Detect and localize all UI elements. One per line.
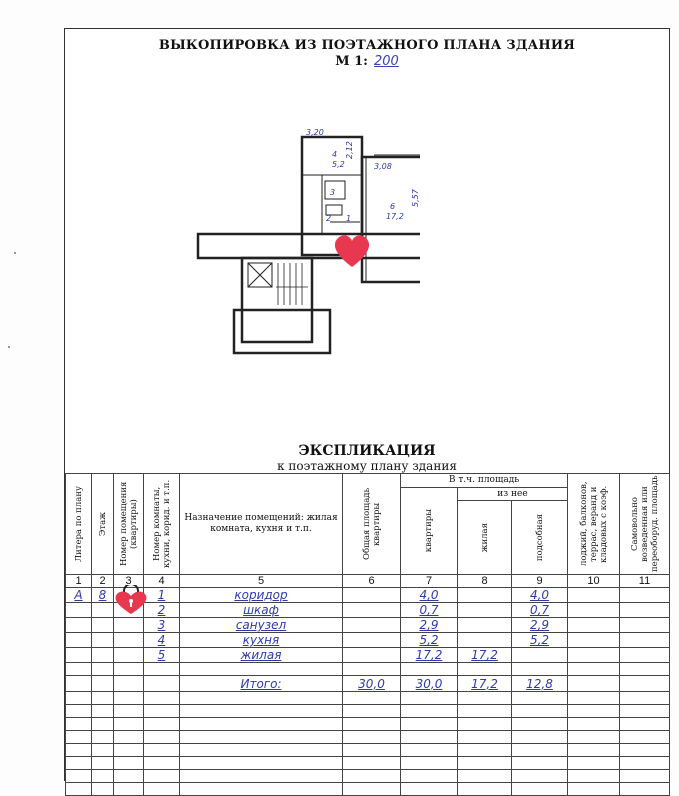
cell-room-name: санузел bbox=[180, 618, 343, 633]
cell-kv-area: 0,7 bbox=[401, 603, 458, 618]
header-lodzhii: лоджий, балконов, террас, веранд и кладовых с коэф. bbox=[578, 481, 609, 567]
cell-total-obshchaya: 30,0 bbox=[343, 676, 401, 692]
dim-small: 2,12 bbox=[345, 141, 354, 159]
table-row bbox=[66, 618, 670, 633]
cell-zh-area bbox=[458, 603, 512, 618]
col-number: 9 bbox=[512, 575, 568, 588]
header-nomer-komnaty: Номер комнаты, кухни, корид. и т.п. bbox=[151, 479, 172, 569]
dim-top: 3,20 bbox=[306, 128, 324, 137]
table-row bbox=[66, 648, 670, 663]
floor-plan bbox=[190, 127, 420, 367]
cell-zh-area: 17,2 bbox=[458, 648, 512, 663]
cell-room-number: 5 bbox=[144, 648, 180, 663]
cell-total-kv: 30,0 bbox=[401, 676, 458, 692]
cell-room-name: жилая bbox=[180, 648, 343, 663]
cell-total-zh: 17,2 bbox=[458, 676, 512, 692]
header-v-tch: В т.ч. площадь bbox=[448, 475, 520, 485]
col-number: 3 bbox=[114, 575, 144, 588]
scan-speck bbox=[8, 346, 10, 348]
header-iz-nee: из нее bbox=[497, 488, 528, 499]
col-number: 8 bbox=[458, 575, 512, 588]
col-number: 5 bbox=[180, 575, 343, 588]
cell-kv-area: 17,2 bbox=[401, 648, 458, 663]
cell-room-name: коридор bbox=[180, 588, 343, 603]
heart-sticker-icon bbox=[335, 235, 369, 267]
cell-litera: А bbox=[66, 588, 92, 603]
table-row bbox=[66, 633, 670, 648]
room2-number: 2 bbox=[326, 214, 332, 223]
cell-room-name: кухня bbox=[180, 633, 343, 648]
header-samovolno: Самовольно возведенная или переоборуд. площадь bbox=[629, 475, 660, 573]
cell-empty bbox=[568, 588, 620, 603]
room1-number: 1 bbox=[346, 214, 352, 223]
col-number: 11 bbox=[620, 575, 670, 588]
table-row bbox=[66, 603, 670, 618]
cell-room-number: 2 bbox=[144, 603, 180, 618]
cell-empty bbox=[343, 588, 401, 603]
cell-room-name: шкаф bbox=[180, 603, 343, 618]
header-podsobnaya: подсобная bbox=[534, 513, 545, 562]
cell-kv-area: 2,9 bbox=[401, 618, 458, 633]
scale-value: 200 bbox=[373, 54, 399, 69]
dim-right: 5,57 bbox=[411, 189, 420, 207]
explication-title: ЭКСПЛИКАЦИЯ bbox=[298, 443, 436, 459]
header-obshchaya: Общая площадь квартиры bbox=[361, 487, 382, 561]
cell-room-number: 1 bbox=[144, 588, 180, 603]
cell-room-number: 3 bbox=[144, 618, 180, 633]
col-number: 4 bbox=[144, 575, 180, 588]
cell-etazh: 8 bbox=[92, 588, 114, 603]
room4-area: 5,2 bbox=[332, 160, 345, 169]
room3-number: 3 bbox=[330, 188, 336, 197]
header-nomer-pomeshcheniya: Номер помещения (квартиры) bbox=[118, 481, 139, 567]
total-row bbox=[66, 676, 670, 692]
cell-kv-area: 5,2 bbox=[401, 633, 458, 648]
scale-label: М 1: bbox=[335, 54, 368, 69]
plan-stair-block bbox=[242, 258, 312, 342]
dim-right-top: 3,08 bbox=[374, 162, 392, 171]
header-zhilaya: жилая bbox=[479, 522, 490, 553]
cell-pod-area: 0,7 bbox=[512, 603, 568, 618]
col-number: 2 bbox=[92, 575, 114, 588]
explication-table bbox=[65, 473, 670, 796]
cell-pod-area: 4,0 bbox=[512, 588, 568, 603]
cell-pod-area: 2,9 bbox=[512, 618, 568, 633]
cell-total-label: Итого: bbox=[180, 676, 343, 692]
cell-pod-area: 5,2 bbox=[512, 633, 568, 648]
col-number: 1 bbox=[66, 575, 92, 588]
cell-kv-area: 4,0 bbox=[401, 588, 458, 603]
cell-zh-area bbox=[458, 618, 512, 633]
scale-line bbox=[65, 54, 669, 69]
document-sheet bbox=[64, 28, 670, 781]
col-number: 6 bbox=[343, 575, 401, 588]
header-etazh: Этаж bbox=[97, 511, 108, 537]
header-kvartiry: квартиры bbox=[424, 509, 434, 553]
table-row bbox=[66, 588, 670, 603]
cell-total-pod: 12,8 bbox=[512, 676, 568, 692]
cell-zh-area bbox=[458, 633, 512, 648]
header-naznachenie: Назначение помещений: жилая комната, кухня и т.п. bbox=[184, 513, 338, 534]
room4-number: 4 bbox=[332, 150, 338, 159]
cell-pod-area bbox=[512, 648, 568, 663]
cell-room-number: 4 bbox=[144, 633, 180, 648]
header-litera: Литера по плану bbox=[73, 486, 84, 562]
col-number: 10 bbox=[568, 575, 620, 588]
col-number: 7 bbox=[401, 575, 458, 588]
explication-subtitle: к поэтажному плану здания bbox=[277, 459, 457, 473]
cell-empty bbox=[620, 588, 670, 603]
scan-speck bbox=[14, 252, 16, 254]
document-title: ВЫКОПИРОВКА ИЗ ПОЭТАЖНОГО ПЛАНА ЗДАНИЯ bbox=[158, 38, 576, 53]
room6-area: 17,2 bbox=[386, 212, 404, 221]
room6-number: 6 bbox=[390, 202, 396, 211]
heart-lock-sticker-icon bbox=[113, 585, 149, 615]
cell-zh-area bbox=[458, 588, 512, 603]
plan-entrance bbox=[234, 310, 330, 353]
